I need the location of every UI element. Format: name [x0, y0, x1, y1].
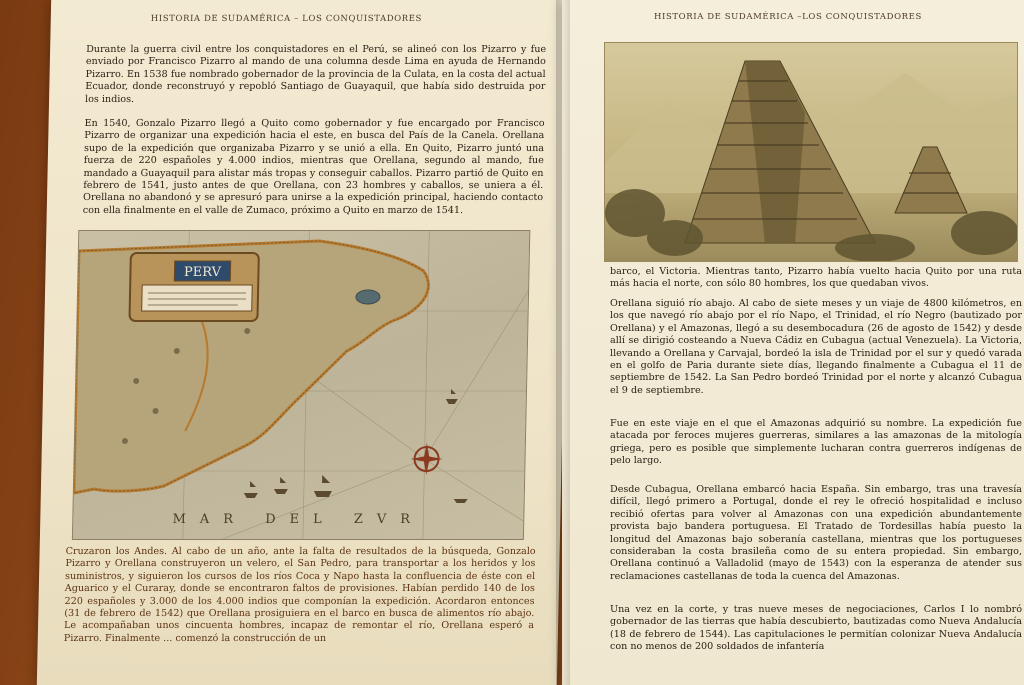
peru-map-illustration: [72, 230, 530, 540]
left-paragraph-3: Cruzaron los Andes. Al cabo de un año, ante la falta de resultados de la búsqueda, Gonzalo Pizarro y Orellana construyeron un velero, el San Pedro, para transportar a los heridos y los suministros, y siguieron los cursos de los ríos Coca y Napo hasta la confluencia de éste con el Aguarico y el Curaray, donde se encontraron faltos de provisiones. Habían perdido 140 de los 220 españoles y 3.000 de los 4.000 indios que componían la expedición. Acordaron entonces (31 de febrero de 1542) que Orellana prosiguiera en el barco en busca de alimentos río abajo. Le acompañaban unos cincuenta hombres, incapaz de remontar el río, Orellana esperó a Pizarro. Finalmente ... comenzó la construcción de un: [63, 546, 536, 644]
cartouche-title: PERV: [183, 265, 222, 280]
map-cartouche: [129, 253, 258, 321]
right-page: [562, 0, 1024, 685]
right-paragraph-5: Una vez en la corte, y tras nueve meses de negociaciones, Carlos I lo nombró gobernador de las tierras que había descubierto, bautizadas como Nueva Andalucía (18 de febrero de 1544). Las capitulaciones le permitían colonizar Nueva Andalucía con no menos de 200 soldados de infantería: [610, 604, 1022, 653]
right-paragraph-2: Orellana siguió río abajo. Al cabo de siete meses y un viaje de 4800 kilómetros, en los que navegó río abajo por el río Napo, el Trinidad, el río Negro (bautizado por Orellana) y el Amazonas, llegó a su desembocadura (26 de agosto de 1542) y desde allí se dirigió costeando a Nueva Cádiz en Cubagua (actual Venezuela). La Victoria, llevando a Orellana y Carvajal, bordeó la isla de Trinidad por el sur y quedó varada en el golfo de Paria durante siete días, llegando finalmente a Cubagua el 11 de septiembre de 1542. La San Pedro bordeó Trinidad por el norte y alcanzó Cubagua el 9 de septiembre.: [610, 298, 1022, 396]
pyramid-illustration: [604, 42, 1018, 262]
left-page: [37, 0, 571, 685]
left-paragraph-1: Durante la guerra civil entre los conquistadores en el Perú, se alineó con los Pizarro y fue enviado por Francisco Pizarro al mando de una columna desde Lima en ayuda de Hernando Pizarro. En 1538 fue nombrado gobernador de la provincia de la Culata, en la costa del actual Ecuador, donde reconstruyó y repobló Santiago de Guayaquil, que había sido destruida por los indios.: [84, 44, 547, 105]
right-paragraph-4: Desde Cubagua, Orellana embarcó hacia España. Sin embargo, tras una travesía difícil, llegó primero a Portugal, donde el rey le ofreció hospitalidad e incluso recibió ofertas para volver al Amazonas con una expedición abundantemente provista bajo bandera portuguesa. El Tratado de Tordesillas había puesto la longitud del Amazonas bajo soberanía castellana, mientras que los portugueses consideraban la costa brasileña como de su entera propiedad. Sin embargo, Orellana continuó a Valladolid (mayo de 1543) con la esperanza de atender sus reclamaciones castellanas de toda la cuenca del Amazonas.: [610, 484, 1022, 582]
compass-rose-icon: [410, 443, 443, 475]
book-spine-shadow: [556, 0, 570, 685]
left-page-header: HISTORIA DE SUDAMÉRICA – LOS CONQUISTADORES: [150, 14, 423, 24]
left-paragraph-2: En 1540, Gonzalo Pizarro llegó a Quito como gobernador y fue encargado por Francisco Pizarro de organizar una expedición hacia el este, en busca del País de la Canela. Orellana supo de la expedición que organizaba Pizarro y se unió a ella. En Quito, Pizarro juntó una fuerza de 220 españoles y 4.000 indios, mientras que Orellana, segundo al mando, fue mandado a Guayaquil para alistar más tropas y conseguir caballos. Pizarro partió de Quito en febrero de 1541, justo antes de que Orellana, con 23 hombres y caballos, se uniera a él. Orellana no abandonó y se apresuró para unirse a la expedición principal, haciendo contacto con ella finalmente en el valle de Zumaco, próximo a Quito en marzo de 1541.: [82, 118, 545, 216]
lake-mark: [356, 290, 380, 304]
pyramid-drawing: [605, 43, 1017, 261]
right-page-header: HISTORIA DE SUDAMÉRICA –LOS CONQUISTADORES: [654, 12, 922, 22]
sea-label: MAR DEL ZVR: [172, 512, 425, 527]
right-paragraph-1: barco, el Victoria. Mientras tanto, Pizarro había vuelto hacia Quito por una ruta más hacia el norte, con sólo 80 hombres, los que quedaban vivos.: [610, 266, 1022, 290]
right-paragraph-3: Fue en este viaje en el que el Amazonas adquirió su nombre. La expedición fue atacada por feroces mujeres guerreras, similares a las amazonas de la mitología griega, pero es posible que simplemente lucharan contra guerreros indígenas de pelo largo.: [610, 418, 1022, 467]
map-drawing: [73, 231, 529, 539]
